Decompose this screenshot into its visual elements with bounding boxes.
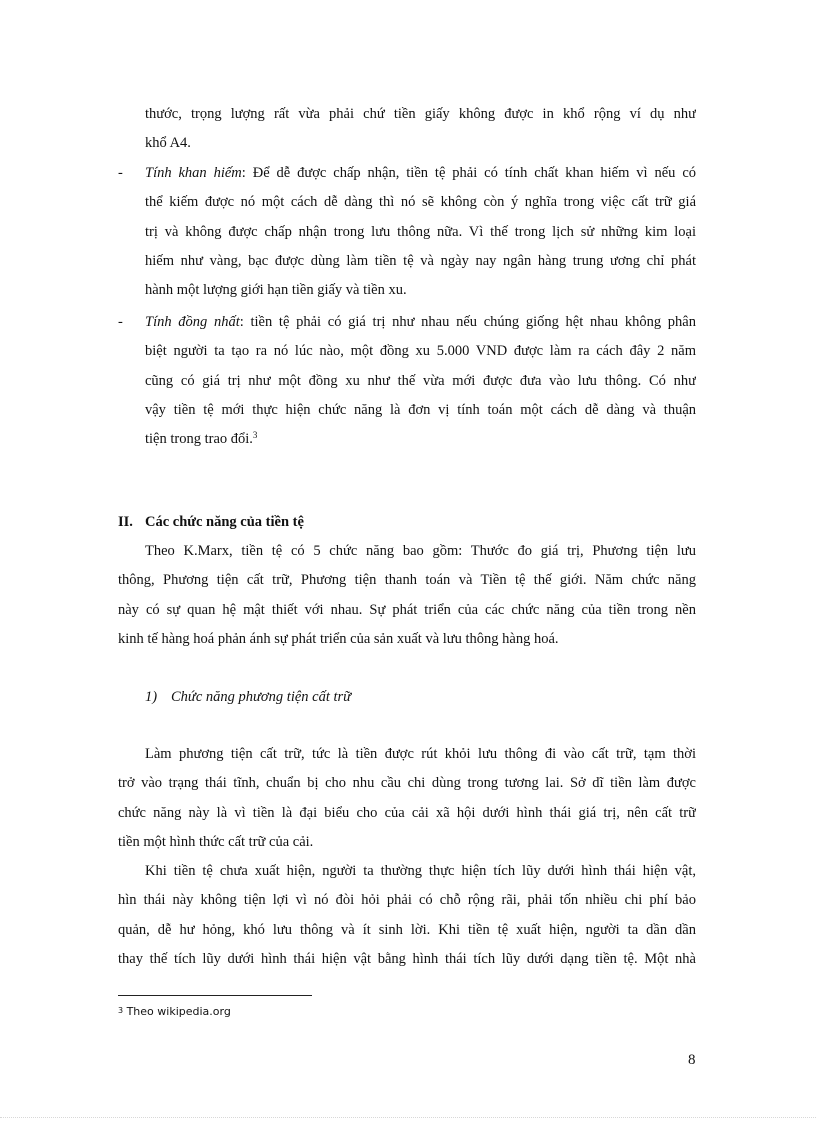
text-line: này có sự quan hệ mật thiết với nhau. Sự phát triển của các chức năng của tiền trong nền bbox=[118, 601, 696, 618]
bullet-text: : tiền tệ phải có giá trị như nhau nếu chúng giống hệt nhau không phân bbox=[239, 314, 696, 330]
text-line: hành một lượng giới hạn tiền giấy và tiền xu. bbox=[145, 282, 407, 299]
text-line: biệt người ta tạo ra nó lúc nào, một đồng xu 5.000 VND được làm ra cách đây 2 năm bbox=[145, 343, 696, 360]
text-line: vậy tiền tệ mới thực hiện chức năng là đơn vị tính toán một cách dễ dàng và thuận bbox=[145, 401, 696, 418]
text-line bbox=[145, 159, 696, 188]
text-line: Làm phương tiện cất trữ, tức là tiền được rút khỏi lưu thông đi vào cất trữ, tạm thời bbox=[145, 746, 696, 762]
bullet-dash: - bbox=[118, 165, 123, 181]
text-line: thước, trọng lượng rất vừa phải chứ tiền giấy không được in khổ rộng ví dụ như bbox=[145, 106, 696, 122]
subsection-paragraph-2 bbox=[118, 857, 696, 974]
text-line: trị và không được chấp nhận trong lưu thông nữa. Vì thế trong lịch sử những kim loại bbox=[145, 223, 696, 240]
subsection-number: 1) bbox=[145, 689, 158, 705]
section-paragraph bbox=[118, 537, 696, 654]
page-number: 8 bbox=[688, 1052, 696, 1068]
footnote-mark: 3 bbox=[118, 1006, 124, 1015]
page-bottom-edge bbox=[0, 1117, 816, 1118]
footnote bbox=[118, 1005, 231, 1018]
text-line: chức năng này là vì tiền là đại biểu cho của cải xã hội dưới hình thái giá trị, nên cất trữ bbox=[118, 804, 696, 821]
text-line: quản, dễ hư hỏng, khó lưu thông và ít sinh lời. Khi tiền tệ xuất hiện, người ta dần dần bbox=[118, 921, 696, 938]
text-line bbox=[145, 425, 696, 454]
footnote-separator bbox=[118, 995, 312, 996]
bullet-item-scarcity bbox=[145, 159, 696, 305]
bullet-term: Tính khan hiếm bbox=[145, 165, 242, 181]
text-line: thông, Phương tiện cất trữ, Phương tiện thanh toán và Tiền tệ thế giới. Năm chức năng bbox=[118, 572, 696, 589]
subsection-heading bbox=[145, 683, 351, 712]
text-line: hìn thái này không tiện lợi vì nó đòi hỏi phải có chỗ rộng rãi, phải tốn nhiều chi phí bảo bbox=[118, 892, 696, 909]
text-line: hiếm như vàng, bạc được dùng làm tiền tệ và ngày nay ngân hàng trung ương chỉ phát bbox=[145, 252, 696, 269]
text-line: tiền một hình thức cất trữ của cải. bbox=[118, 833, 314, 850]
continuation-paragraph bbox=[145, 100, 696, 159]
bullet-item-uniformity bbox=[145, 308, 696, 454]
bullet-dash: - bbox=[118, 314, 123, 330]
text-line: thể kiếm được nó một cách dễ dàng thì nó sẽ không còn ý nghĩa trong việc cất trữ giá bbox=[145, 194, 696, 211]
section-heading bbox=[118, 508, 304, 537]
footnote-reference: 3 bbox=[252, 430, 258, 441]
subsection-title: Chức năng phương tiện cất trữ bbox=[171, 689, 352, 705]
section-title: Các chức năng của tiền tệ bbox=[145, 514, 304, 530]
text-line: cũng có giá trị như một đồng xu như thế vừa mới được đưa vào lưu thông. Có như bbox=[145, 372, 696, 389]
bullet-term: Tính đồng nhất bbox=[145, 314, 240, 330]
section-number: II. bbox=[118, 514, 133, 530]
bullet-text: tiện trong trao đổi. bbox=[145, 431, 253, 448]
footnote-text: Theo wikipedia.org bbox=[123, 1005, 231, 1018]
subsection-paragraph-1 bbox=[118, 740, 696, 857]
text-line: trở vào trạng thái tĩnh, chuẩn bị cho nhu cầu chi dùng trong tương lai. Sở dĩ tiền làm được bbox=[118, 775, 696, 792]
text-line: thay thế tích lũy dưới hình thái hiện vật bằng hình thái tích lũy dưới dạng tiền tệ. Một nhà bbox=[118, 950, 696, 967]
text-line bbox=[145, 308, 696, 337]
text-line: Theo K.Marx, tiền tệ có 5 chức năng bao gồm: Thước đo giá trị, Phương tiện lưu bbox=[145, 543, 696, 559]
text-line: kinh tế hàng hoá phản ánh sự phát triển của sản xuất và lưu thông hàng hoá. bbox=[118, 630, 559, 647]
text-line: Khi tiền tệ chưa xuất hiện, người ta thường thực hiện tích lũy dưới hình thái hiện vật, bbox=[145, 863, 696, 879]
text-line: khổ A4. bbox=[145, 135, 191, 152]
bullet-text: : Để dễ được chấp nhận, tiền tệ phải có tính chất khan hiếm vì nếu có bbox=[241, 165, 696, 181]
